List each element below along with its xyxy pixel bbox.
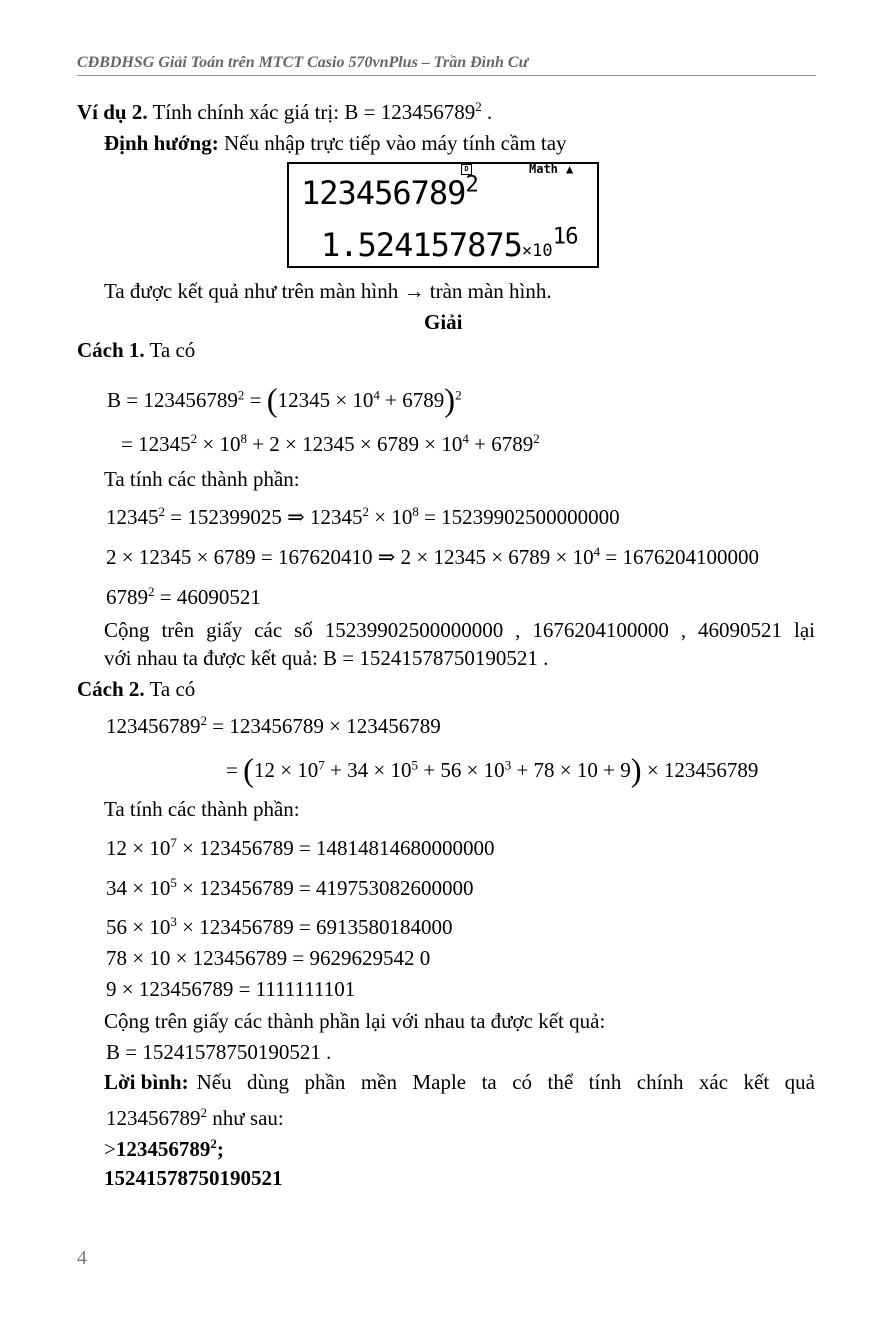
display-indicator-icon: D — [461, 164, 472, 175]
method1-text: Ta có — [149, 338, 196, 362]
method2-sum-line: Cộng trên giấy các thành phần lại với nhau ta được kết quả: — [104, 1009, 606, 1033]
method1-sum-paragraph — [104, 616, 815, 673]
maple-input: 123456789$^2$; — [115, 1136, 224, 1161]
method1-eq1: $B = 123456789^2 = (12345 \times 10^4 + 6789)^2$ — [107, 383, 462, 419]
method2-compute-label: Ta tính các thành phần: — [104, 797, 300, 821]
method1-compute-label: Ta tính các thành phần: — [104, 467, 300, 491]
maple-prompt: > — [104, 1137, 116, 1161]
method1-eq2: = $12345^2 \times 10^8 + 2 \times 12345 \times 6789 \times 10^4 + 6789^2$ — [121, 431, 540, 456]
example-label: Ví dụ 2. — [77, 100, 148, 124]
method2-eq1: $123456789^2 = 123456789 \times 123456789$ — [106, 713, 441, 738]
method1-calc1: $12345^2 = 152399025$ ⇒ $12345^2 \times 10^8 = 15239902500000000$ — [106, 504, 620, 529]
orientation-line — [104, 131, 567, 156]
method2-heading — [77, 677, 195, 702]
calculator-screen — [287, 162, 599, 268]
example-text: Tính chính xác giá trị: — [152, 100, 340, 124]
method1-label: Cách 1. — [77, 338, 145, 362]
method1-heading — [77, 338, 195, 363]
example-formula: $B = 123456789^2$ . — [344, 99, 493, 124]
calculator-result: $1.524157875\times 10^{16}$ — [321, 223, 578, 264]
running-header: CĐBDHSG Giải Toán trên MTCT Casio 570vnPlus – Trần Đình Cư — [77, 54, 529, 71]
comment-text: Nếu dùng phần mền Maple ta có thể tính chính xác kết quả — [196, 1070, 815, 1094]
method2-calc5: 9 × 123456789 = 1111111101 — [106, 977, 356, 1001]
method1-sum-line1: Cộng trên giấy các số 15239902500000000 , 1676204100000 , 46090521 lại — [104, 618, 815, 642]
solution-title: Giải — [424, 310, 463, 334]
method2-calc3: $56 \times 10^3 \times 123456789 = 6913580184000$ — [106, 914, 453, 939]
orientation-label: Định hướng: — [104, 131, 219, 155]
method2-text: Ta có — [149, 677, 196, 701]
calculator-expression: 123456789$^2$ — [301, 171, 478, 212]
up-arrow-icon: ▲ — [566, 162, 574, 176]
maple-input-line — [104, 1137, 224, 1162]
method2-calc1: $12 \times 10^7 \times 123456789 = 14814814680000000$ — [106, 835, 495, 860]
comment-line1 — [104, 1070, 815, 1095]
orientation-text: Nếu nhập trực tiếp vào máy tính cầm tay — [223, 131, 567, 155]
comment-label: Lời bình: — [104, 1070, 189, 1094]
comment-line2: 123456789$^2$ như sau: — [106, 1105, 284, 1130]
method2-calc2: $34 \times 10^5 \times 123456789 = 419753082600000$ — [106, 875, 474, 900]
method2-calc4: 78 × 10 × 123456789 = 9629629542 0 — [106, 946, 431, 970]
header-divider — [77, 75, 816, 76]
math-mode-indicator: Math — [529, 162, 558, 176]
method2-result: B = 15241578750190521 . — [106, 1040, 332, 1064]
maple-output: 15241578750190521 — [104, 1166, 283, 1190]
example-heading — [77, 100, 492, 125]
method1-calc2: 2 × 12345 × 6789 = 167620410 ⇒ $2 \times 12345 \times 6789 \times 10^4 = 1676204100000$ — [106, 544, 760, 569]
method1-sum-line2: với nhau ta được kết quả: B = 15241578750190521 . — [104, 646, 549, 671]
method2-label: Cách 2. — [77, 677, 145, 701]
after-calc-text: Ta được kết quả như trên màn hình → tràn màn hình. — [104, 279, 552, 303]
page-number: 4 — [77, 1247, 87, 1269]
method2-eq2: = $(12 \times 10^7 + 34 \times 10^5 + 56 \times 10^3 + 78 \times 10 + 9) \times 123456789$ — [226, 753, 759, 789]
method1-calc3: $6789^2 = 46090521$ — [106, 584, 261, 609]
